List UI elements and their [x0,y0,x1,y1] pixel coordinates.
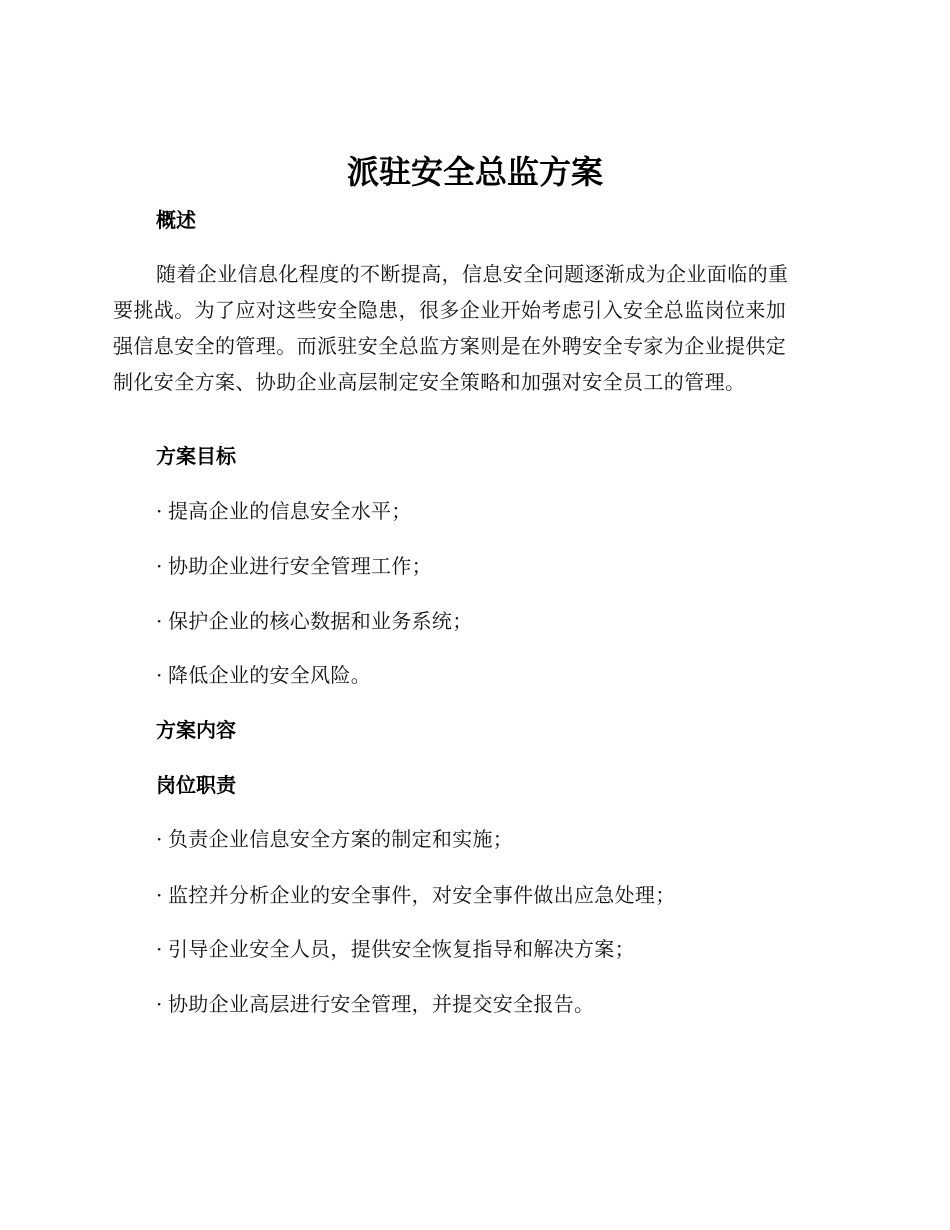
paragraph-line: 要挑战。为了应对这些安全隐患，很多企业开始考虑引入安全总监岗位来加 [113,298,787,322]
list-item [156,551,432,581]
section-heading-duties: 岗位职责 [156,773,236,797]
list-item-text: 降低企业的安全风险。 [168,663,371,687]
paragraph-line: 随着企业信息化程度的不断提高，信息安全问题逐渐成为企业面临的重 [156,262,789,286]
overview-paragraph [113,256,833,400]
list-item-text: 提高企业的信息安全水平； [168,499,412,523]
list-item [156,824,513,854]
list-item-text: 引导企业安全人员，提供安全恢复指导和解决方案； [168,937,635,961]
paragraph-line: 强信息安全的管理。而派驻安全总监方案则是在外聘安全专家为企业提供定 [113,334,787,358]
list-item [156,880,676,910]
list-item [156,989,594,1019]
list-item-text: 协助企业高层进行安全管理，并提交安全报告。 [168,992,595,1016]
bullet-icon: · [156,883,163,907]
list-item [156,606,473,636]
list-item-text: 监控并分析企业的安全事件，对安全事件做出应急处理； [168,883,676,907]
paragraph-line: 制化安全方案、协助企业高层制定安全策略和加强对安全员工的管理。 [113,370,746,394]
document-title: 派驻安全总监方案 [346,153,603,191]
list-item-text: 保护企业的核心数据和业务系统； [168,609,473,633]
list-item-text: 协助企业进行安全管理工作； [168,554,432,578]
section-heading-content: 方案内容 [156,718,236,742]
list-item-text: 负责企业信息安全方案的制定和实施； [168,827,514,851]
bullet-icon: · [156,937,163,961]
list-item [156,496,412,526]
bullet-icon: · [156,609,163,633]
list-item [156,934,635,964]
bullet-icon: · [156,992,163,1016]
bullet-icon: · [156,663,163,687]
section-heading-overview: 概述 [156,208,196,232]
bullet-icon: · [156,499,163,523]
list-item [156,660,371,690]
bullet-icon: · [156,827,163,851]
section-heading-goals: 方案目标 [156,444,236,468]
bullet-icon: · [156,554,163,578]
